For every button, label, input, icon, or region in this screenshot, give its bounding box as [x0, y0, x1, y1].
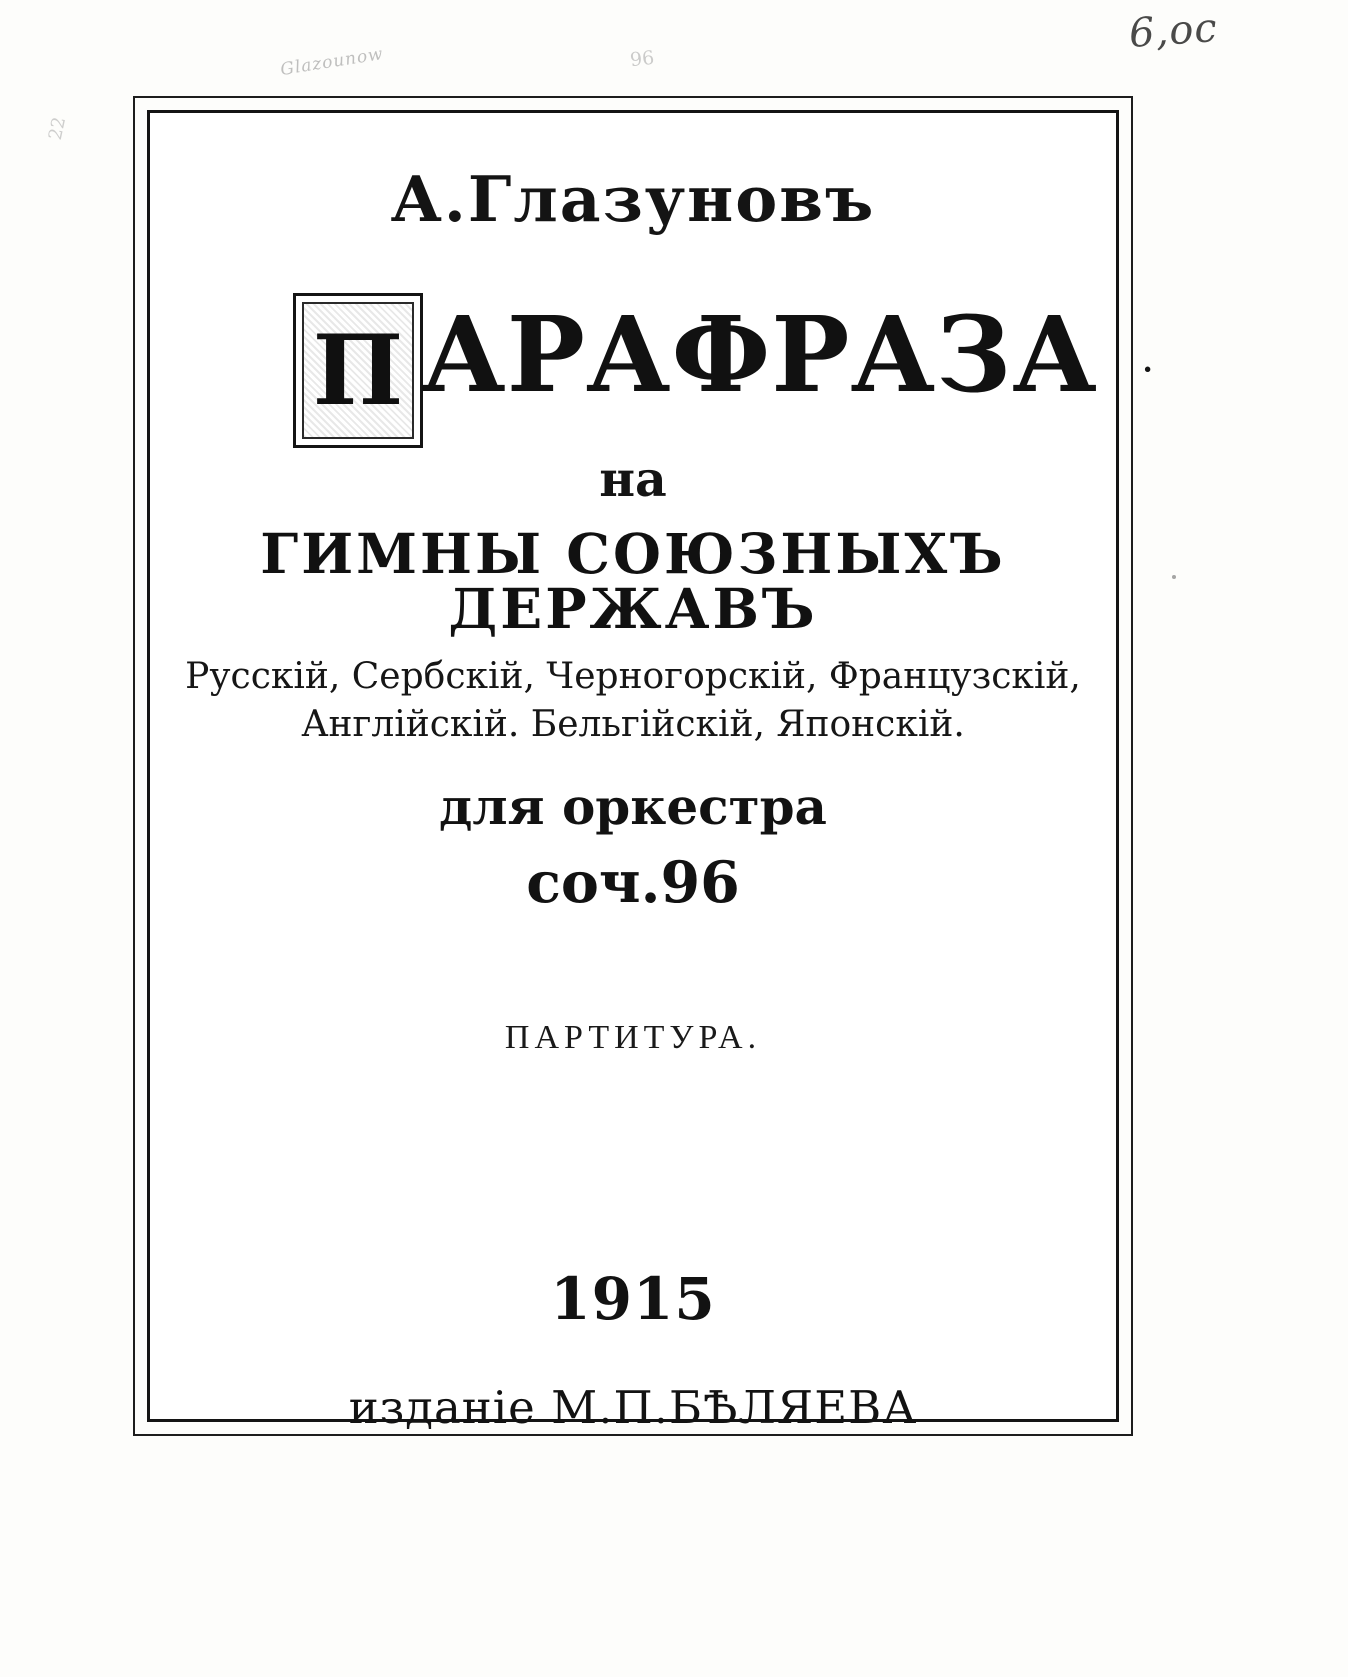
main-title-text: АРАФРАЗА — [421, 293, 1098, 416]
title-preposition: на — [599, 450, 667, 508]
handwritten-price-annotation: 6,оc — [1127, 4, 1220, 58]
score-type-label: ПАРТИТУРА. — [504, 1019, 762, 1057]
main-title-row — [181, 293, 1155, 443]
pencil-annotation-edge: 22 — [44, 115, 71, 142]
nations-list-line-1: Русскiй, Сербскiй, Черногорскiй, Французскiй, — [185, 656, 1081, 697]
publisher-name: изданiе М.П.БѢЛЯЕВА — [348, 1381, 918, 1435]
decorated-initial-letter: П — [302, 302, 414, 439]
pencil-annotation-top: 96 — [628, 46, 656, 72]
decorated-initial-box — [293, 293, 423, 448]
title-page-content — [147, 110, 1155, 1435]
instrumentation-text: для оркестра — [439, 777, 827, 837]
scan-speck-right — [1172, 575, 1176, 579]
publication-year: 1915 — [550, 1265, 716, 1334]
opus-number: соч.96 — [526, 849, 740, 917]
subtitle-text: ГИМНЫ СОЮЗНЫХЪ ДЕРЖАВЪ — [260, 521, 1006, 641]
title-flourish-ornament: · — [1141, 345, 1155, 394]
pencil-annotation-left: Glazounow — [279, 43, 385, 81]
composer-name: А.Глазуновъ — [390, 162, 876, 236]
nations-list-line-2: Англiйскiй. Бельгiйскiй, Японскiй. — [301, 704, 965, 746]
